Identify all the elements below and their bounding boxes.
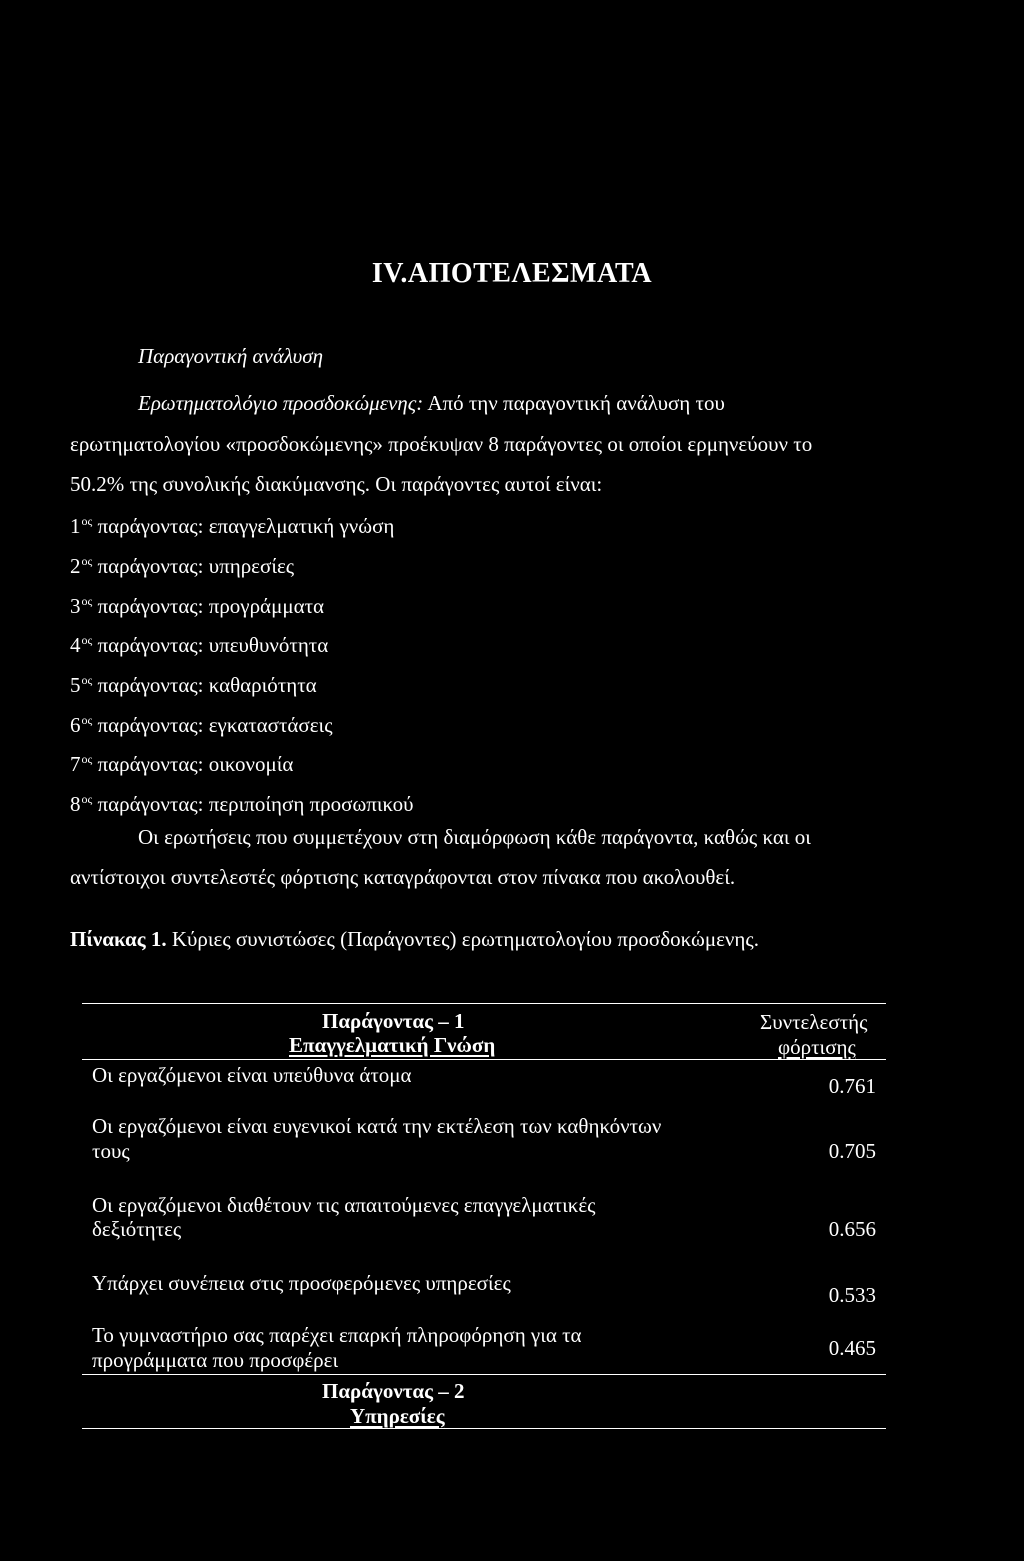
- subsection-title: Παραγοντική ανάλυση: [138, 344, 324, 368]
- table-row-value: 0.705: [828, 1139, 876, 1163]
- explanation-line-1: Οι ερωτήσεις που συμμετέχουν στη διαμόρφωση κάθε παράγοντα, καθώς και οι: [138, 825, 811, 849]
- table-row-value: 0.761: [828, 1074, 876, 1098]
- factor-item: $8^{o\varsigma}$ παράγοντας: περιποίηση προσωπικού: [70, 792, 414, 816]
- loading-header-line-2: φόρτισης: [778, 1035, 856, 1059]
- table-row-item: Υπάρχει συνέπεια στις προσφερόμενες υπηρεσίες: [92, 1271, 511, 1295]
- table-row-value: 0.465: [828, 1336, 876, 1360]
- table-row-item: Οι εργαζόμενοι διαθέτουν τις απαιτούμενες επαγγελματικές: [92, 1193, 596, 1217]
- factor-item: $3^{o\varsigma}$ παράγοντας: προγράμματα: [70, 594, 325, 618]
- table-bottom-rule: [82, 1428, 886, 1429]
- intro-line-1-rest: Από την παραγοντική ανάλυση του: [427, 391, 725, 415]
- table-section-rule: [82, 1374, 886, 1375]
- explanation-line-2: αντίστοιχοι συντελεστές φόρτισης καταγράφονται στον πίνακα που ακολουθεί.: [70, 865, 736, 889]
- factor-1-name: Επαγγελματική Γνώση: [289, 1033, 496, 1057]
- factor-item: $2^{o\varsigma}$ παράγοντας: υπηρεσίες: [70, 554, 295, 578]
- factor-item: $7^{o\varsigma}$ παράγοντας: οικονομία: [70, 752, 294, 776]
- factor-item: $6^{o\varsigma}$ παράγοντας: εγκαταστάσεις: [70, 713, 333, 737]
- table-header-rule: [82, 1059, 886, 1060]
- table-caption: [70, 929, 759, 950]
- table-row-item-cont: προγράμματα που προσφέρει: [92, 1348, 339, 1372]
- table-row-item-cont: τους: [92, 1139, 130, 1163]
- factor-item: $1^{o\varsigma}$ παράγοντας: επαγγελματική γνώση: [70, 514, 395, 538]
- table-row-item: Το γυμναστήριο σας παρέχει επαρκή πληροφόρηση για τα: [92, 1323, 582, 1347]
- table-caption-label: Πίνακας 1.: [70, 927, 167, 951]
- table-row-item: Οι εργαζόμενοι είναι ευγενικοί κατά την εκτέλεση των καθηκόντων: [92, 1114, 662, 1138]
- intro-italic-lead: Ερωτηματολόγιο προσδοκώμενης:: [138, 391, 424, 415]
- section-heading: IV.ΑΠΟΤΕΛΕΣΜΑΤΑ: [371, 258, 653, 289]
- table-top-rule: [82, 1003, 886, 1004]
- factor-1-title: Παράγοντας – 1: [322, 1009, 465, 1033]
- factor-item: $4^{o\varsigma}$ παράγοντας: υπευθυνότητα: [70, 633, 329, 657]
- factor-2-name: Υπηρεσίες: [350, 1404, 445, 1428]
- loading-header-line-1: Συντελεστής: [760, 1010, 868, 1034]
- factor-item: $5^{o\varsigma}$ παράγοντας: καθαριότητα: [70, 673, 317, 697]
- table-row-value: 0.533: [828, 1283, 876, 1307]
- intro-line-3: 50.2% της συνολικής διακύμανσης. Οι παράγοντες αυτοί είναι:: [70, 472, 603, 496]
- table-row-item-cont: δεξιότητες: [92, 1217, 182, 1241]
- factor-2-title: Παράγοντας – 2: [322, 1379, 465, 1403]
- intro-line-2: ερωτηματολογίου «προσδοκώμενης» προέκυψαν 8 παράγοντες οι οποίοι ερμηνεύουν το: [70, 432, 813, 456]
- table-row-value: 0.656: [828, 1217, 876, 1241]
- intro-line-1: [138, 393, 725, 414]
- table-row-item: Οι εργαζόμενοι είναι υπεύθυνα άτομα: [92, 1063, 412, 1087]
- table-caption-text: Κύριες συνιστώσες (Παράγοντες) ερωτηματολογίου προσδοκώμενης.: [171, 927, 759, 951]
